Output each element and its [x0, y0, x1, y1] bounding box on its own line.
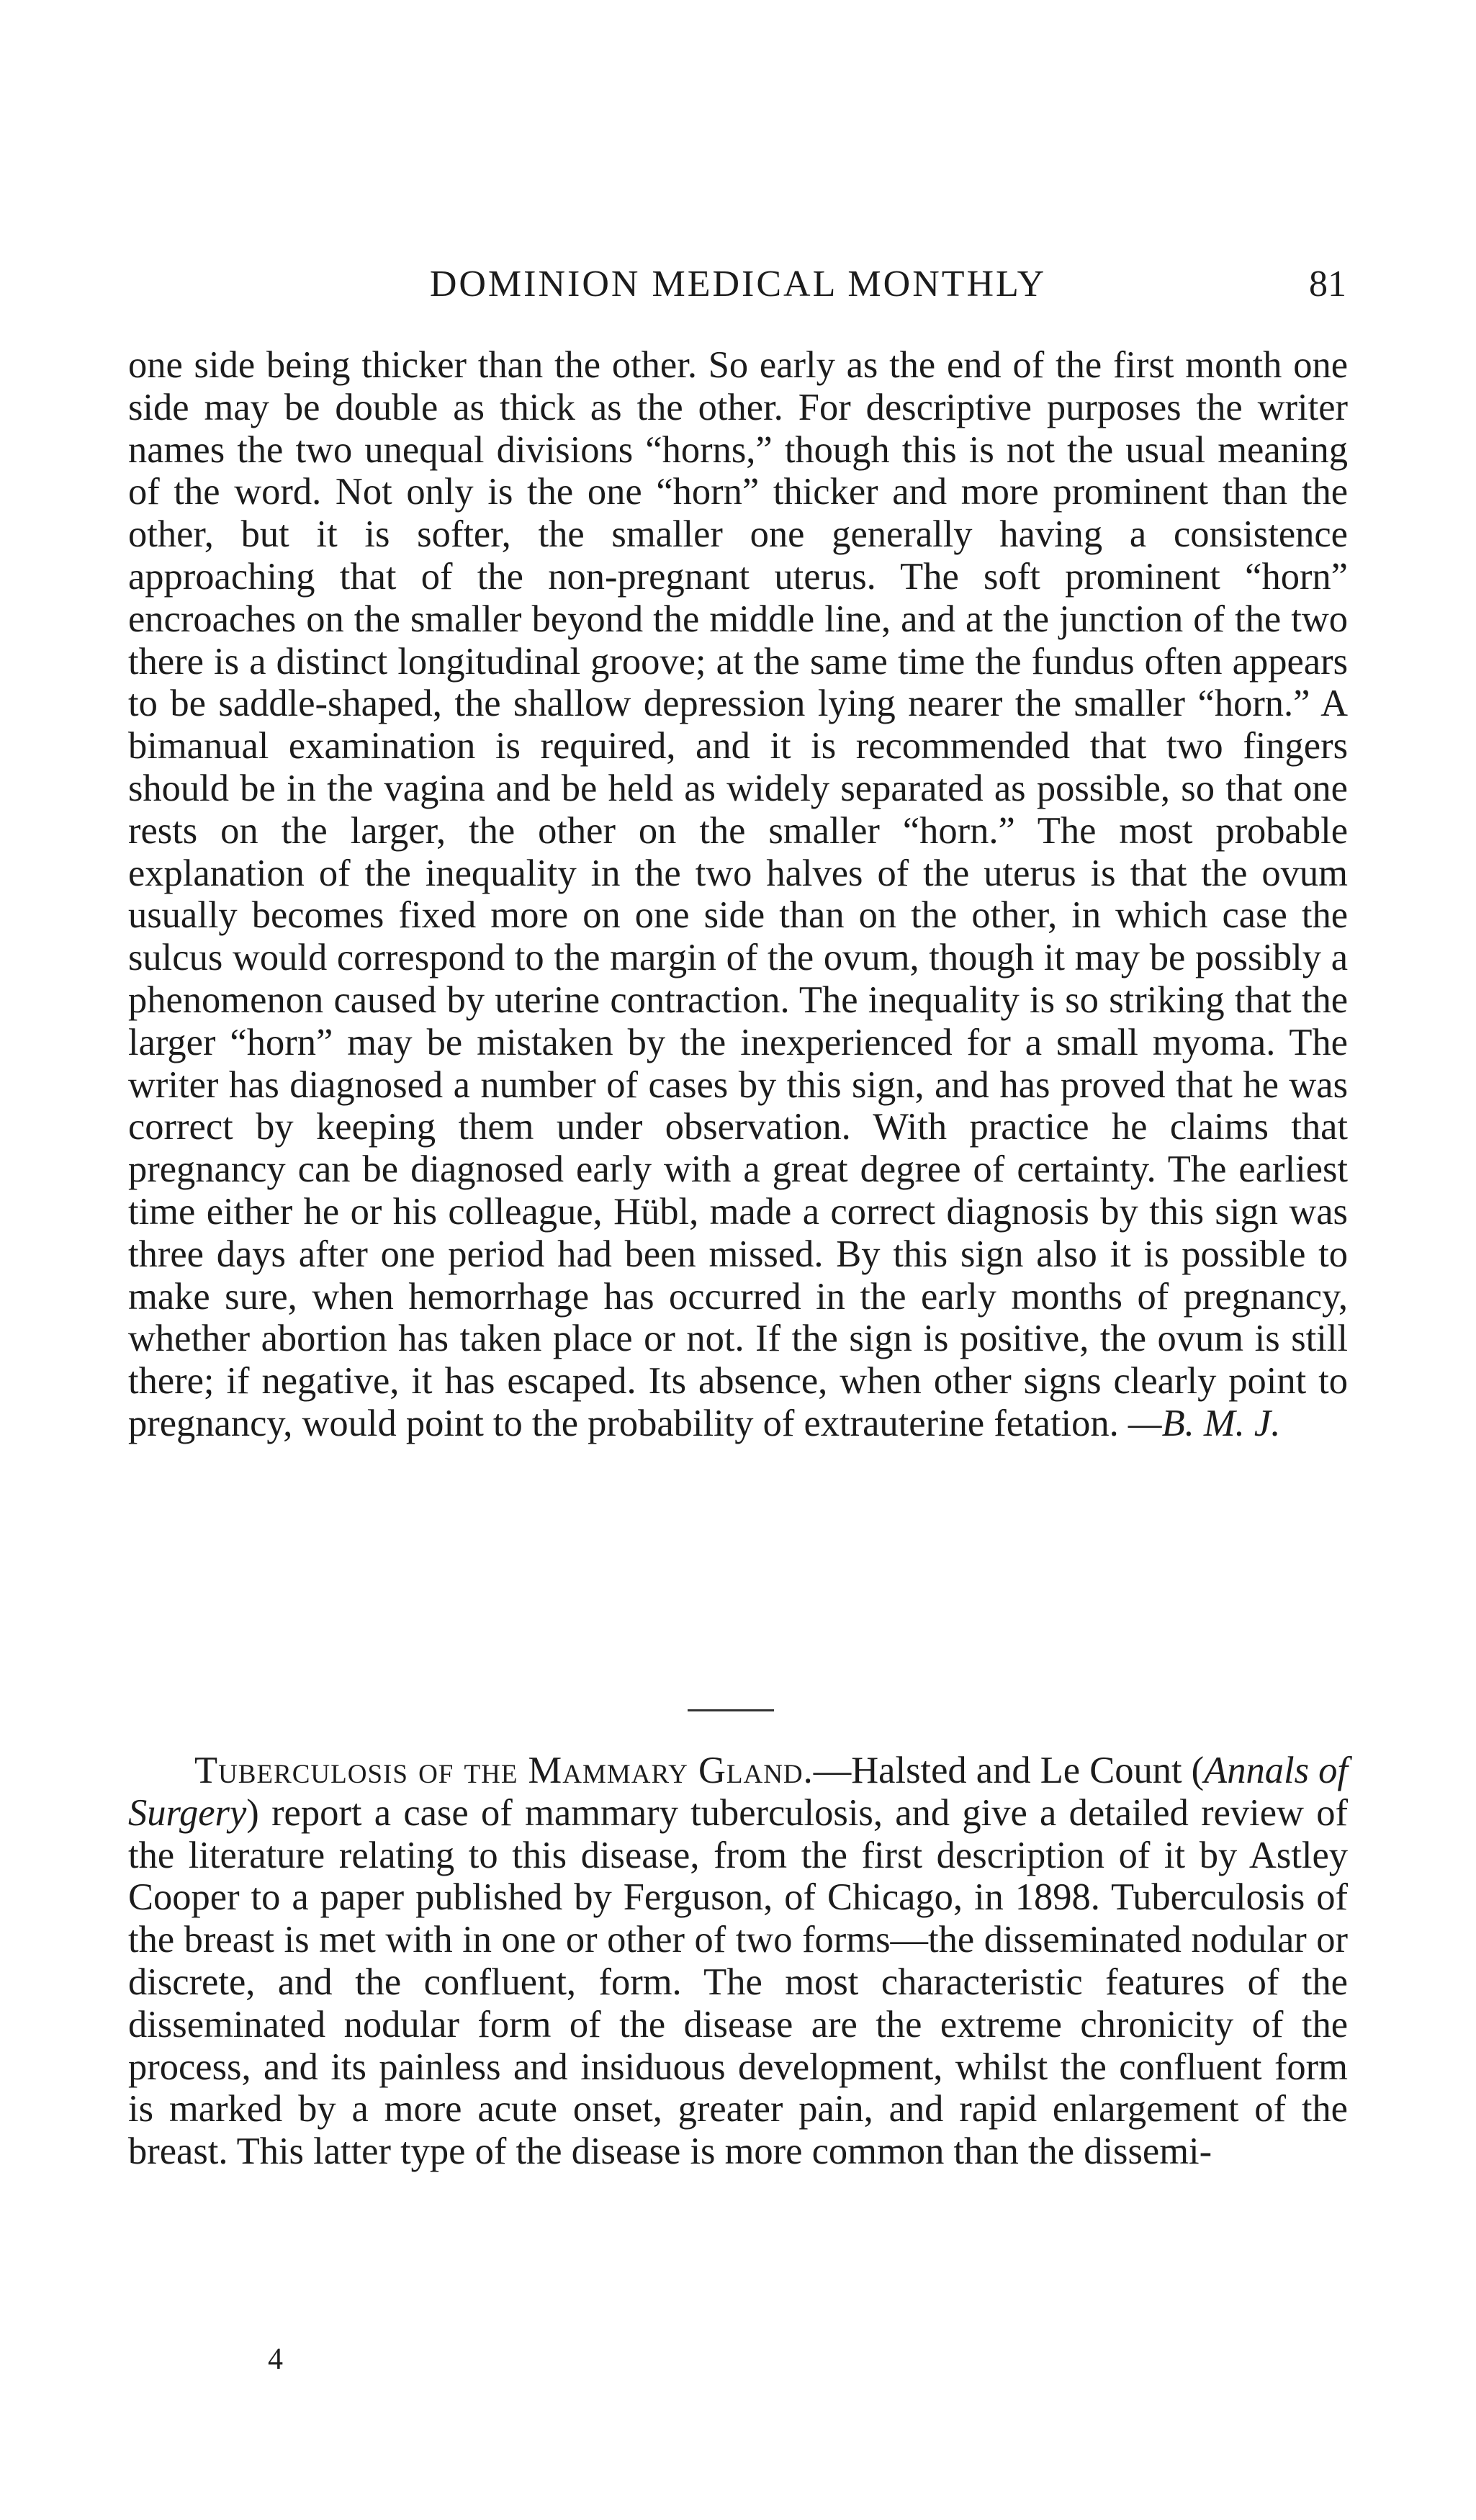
article-tuberculosis-lead: —Halsted and Le Count (	[813, 1750, 1205, 1791]
article-tuberculosis-heading: Tuberculosis of the Mammary Gland.	[194, 1750, 814, 1791]
article-tuberculosis	[128, 1750, 1348, 2173]
running-head	[130, 259, 1346, 310]
article-tuberculosis-body: ) report a case of mammary tuberculosis, and give a detailed review of the literature relating to this disease, from the first description of it by Astley Cooper to a paper published by Ferguson, of Chicago, in 1898. Tuberculosis of the breast is met with in one or other of two forms—the disseminated nodular or discrete, and the confluent, form. The most characteristic features of the disseminated nodular form of the disease are the extreme chronicity of the process, and its painless and insiduous development, whilst the confluent form is marked by a more acute onset, greater pain, and rapid enlargement of the breast. This latter type of the disease is more common than the dissemi-	[128, 1791, 1348, 2173]
article-tuberculosis-paragraph	[128, 1750, 1348, 2173]
article-horns-text: one side being thicker than the other. So early as the end of the first month one side may be double as thick as the other. For descriptive purposes the writer names the two unequal divisions “horns,” though this is not the usual meaning of the word. Not only is the one “horn” thicker and more prominent than the other, but it is softer, the smaller one generally having a consistence approaching that of the non-pregnant uterus. The soft prominent “horn” encroaches on the smaller beyond the middle line, and at the junction of the two there is a distinct longitudinal groove; at the same time the fundus often appears to be saddle-shaped, the shallow depression lying nearer the smaller “horn.” A bimanual examination is required, and it is recommended that two fingers should be in the vagina and be held as widely separated as possible, so that one rests on the larger, the other on the smaller “horn.” The most probable explanation of the inequality in the two halves of the uterus is that the ovum usually becomes fixed more on one side than on the other, in which case the sulcus would correspond to the margin of the ovum, though it may be possibly a phenomenon caused by uterine contraction. The inequality is so striking that the larger “horn” may be mistaken by the inexperienced for a small myoma. The writer has diagnosed a number of cases by this sign, and has proved that he was correct by keeping them under observation. With practice he claims that pregnancy can be diagnosed early with a great degree of certainty. The earliest time either he or his colleague, Hübl, made a correct diagnosis by this sign was three days after one period had been missed. By this sign also it is possible to make sure, when hemorrhage has occurred in the early months of pregnancy, whether abortion has taken place or not. If the sign is positive, the ovum is still there; if negative, it has escaped. Its absence, when other signs clearly point to pregnancy, would point to the probability of extrauterine fetation.	[128, 344, 1348, 1444]
article-horns-paragraph	[128, 344, 1348, 1445]
article-horns	[128, 344, 1348, 1445]
signature-mark: 4	[268, 2343, 283, 2376]
article-horns-citation: —B. M. J.	[1128, 1402, 1281, 1444]
section-divider	[688, 1709, 774, 1711]
article-tuberculosis-journal: Annals of Surgery	[128, 1750, 1348, 1834]
page-number: 81	[1309, 264, 1346, 305]
running-title: DOMINION MEDICAL MONTHLY	[429, 264, 1047, 305]
